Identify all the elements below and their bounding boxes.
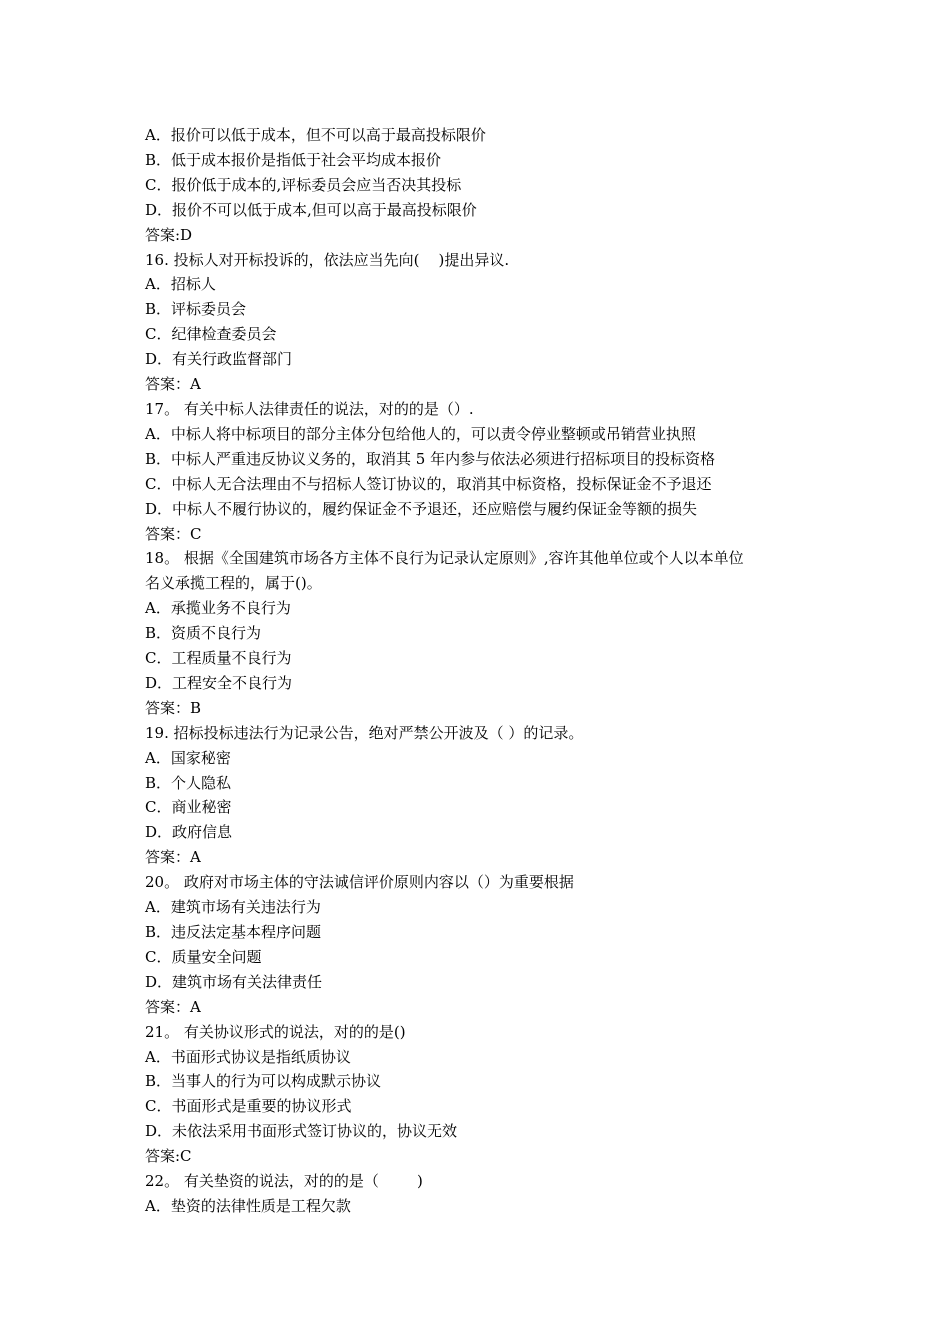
text-line: 20。 政府对市场主体的守法诚信评价原则内容以（）为重要根据: [145, 873, 574, 892]
text-line: A．书面形式协议是指纸质协议: [145, 1047, 351, 1066]
text-line: D．建筑市场有关法律责任: [145, 972, 323, 991]
text-line: 答案：A: [145, 997, 201, 1016]
text-line: 16. 投标人对开标投诉的，依法应当先向( )提出异议.: [145, 250, 510, 269]
text-line: D．工程安全不良行为: [145, 673, 293, 692]
text-line: D．报价不可以低于成本,但可以高于最高投标限价: [145, 200, 477, 219]
text-line: B．低于成本报价是指低于社会平均成本报价: [145, 150, 442, 169]
text-line: 18。 根据《全国建筑市场各方主体不良行为记录认定原则》,容许其他单位或个人以本单位: [145, 549, 744, 568]
text-line: B．违反法定基本程序问题: [145, 923, 322, 941]
text-line: C．商业秘密: [145, 798, 232, 817]
text-line: B．个人隐私: [145, 773, 232, 792]
document-page: [145, 123, 825, 1219]
text-line: B．当事人的行为可以构成默示协议: [145, 1072, 382, 1091]
text-line: C．书面形式是重要的协议形式: [145, 1097, 352, 1116]
text-line: B．资质不良行为: [145, 624, 262, 643]
text-line: B．中标人严重违反协议义务的，取消其 5 年内参与依法必须进行招标项目的投标资格: [145, 449, 716, 468]
text-line: 答案：C: [145, 524, 202, 543]
text-line: 21。 有关协议形式的说法，对的的是(): [145, 1022, 406, 1041]
text-line: C．质量安全问题: [145, 947, 262, 966]
text-line: C．工程质量不良行为: [145, 649, 292, 668]
text-line: C．纪律检查委员会: [145, 325, 277, 344]
text-line: A．国家秘密: [145, 748, 231, 767]
text-line: 答案:D: [145, 225, 193, 244]
text-line: A．垫资的法律性质是工程欠款: [145, 1196, 351, 1215]
text-line: 名义承揽工程的，属于()。: [145, 574, 322, 593]
text-line: D．有关行政监督部门: [145, 350, 293, 369]
text-line: A．中标人将中标项目的部分主体分包给他人的，可以责令停业整顿或吊销营业执照: [145, 424, 696, 443]
text-line: 19. 招标投标违法行为记录公告，绝对严禁公开波及（ ）的记录。: [145, 723, 584, 742]
text-line: 答案：A: [145, 848, 201, 867]
text-line: A．报价可以低于成本，但不可以高于最高投标限价: [145, 126, 486, 144]
text-line: C．报价低于成本的,评标委员会应当否决其投标: [145, 175, 462, 194]
text-line: D．未依法采用书面形式签订协议的，协议无效: [145, 1122, 458, 1141]
text-line: 22。 有关垫资的说法，对的的是（ ): [145, 1172, 423, 1191]
text-line: 答案：B: [145, 698, 202, 717]
text-line: D．中标人不履行协议的，履约保证金不予退还，还应赔偿与履约保证金等额的损失: [145, 499, 698, 518]
text-line: D．政府信息: [145, 823, 233, 842]
text-line: 17。 有关中标人法律责任的说法，对的的是（）.: [145, 399, 474, 418]
text-line: 答案：A: [145, 375, 201, 394]
text-line: A．承揽业务不良行为: [145, 599, 291, 618]
text-line: B．评标委员会: [145, 300, 247, 319]
text-line: A．建筑市场有关违法行为: [145, 898, 321, 917]
text-line: C．中标人无合法理由不与招标人签订协议的，取消其中标资格，投标保证金不予退还: [145, 474, 712, 493]
text-line: A．招标人: [145, 275, 216, 294]
text-line: 答案:C: [145, 1147, 192, 1166]
